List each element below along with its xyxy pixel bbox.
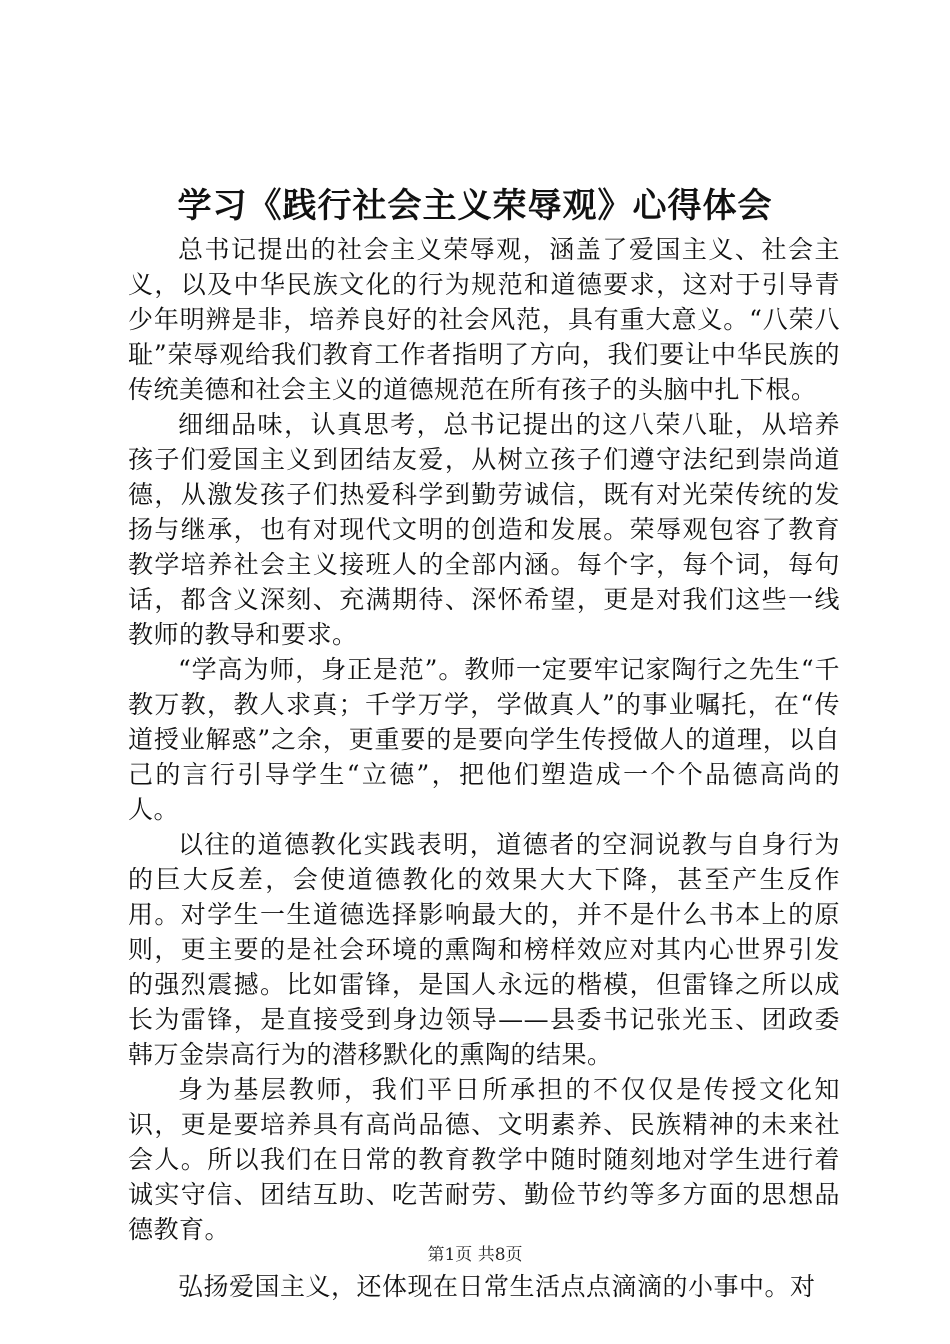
paragraph-4: 以往的道德教化实践表明，道德者的空洞说教与自身行为的巨大反差，会使道德教化的效果大大下降，甚至产生反作用。对学生一生道德选择影响最大的，并不是什么书本上的原则，更主要的是社会环境的熏陶和榜样效应对其内心世界引发的强烈震撼。比如雷锋，是国人永远的楷模，但雷锋之所以成长为雷锋，是直接受到身边领导——县委书记张光玉、团政委韩万金崇高行为的潜移默化的熏陶的结果。 [128,830,840,1069]
paragraph-6: 弘扬爱国主义，还体现在日常生活点点滴滴的小事中。对 [178,1272,816,1301]
page-footer: 第1页 共8页 [427,1245,523,1265]
paragraph-1: 总书记提出的社会主义荣辱观，涵盖了爱国主义、社会主义，以及中华民族文化的行为规范和道德要求，这对于引导青少年明辨是非，培养良好的社会风范，具有重大意义。“八荣八耻”荣辱观给我们教育工作者指明了方向，我们要让中华民族的传统美德和社会主义的道德规范在所有孩子的头脑中扎下根。 [128,235,840,404]
paragraph-5: 身为基层教师，我们平日所承担的不仅仅是传授文化知识，更是要培养具有高尚品德、文明素养、民族精神的未来社会人。所以我们在日常的教育教学中随时随刻地对学生进行着诚实守信、团结互助、吃苦耐劳、勤俭节约等多方面的思想品德教育。 [128,1075,840,1244]
document-title: 学习《践行社会主义荣辱观》心得体会 [177,186,773,226]
document-body [128,232,840,1304]
paragraph-2: 细细品味，认真思考，总书记提出的这八荣八耻，从培养孩子们爱国主义到团结友爱，从树立孩子们遵守法纪到崇尚道德，从激发孩子们热爱科学到勤劳诚信，既有对光荣传统的发扬与继承，也有对现代文明的创造和发展。荣辱观包容了教育教学培养社会主义接班人的全部内涵。每个字，每个词，每句话，都含义深刻、充满期待、深怀希望，更是对我们这些一线教师的教导和要求。 [128,410,840,649]
paragraph-3: “学高为师，身正是范”。教师一定要牢记家陶行之先生“千教万教，教人求真；千学万学，学做真人”的事业嘱托，在“传道授业解惑”之余，更重要的是要向学生传授做人的道理，以自己的言行引导学生“立德”，把他们塑造成一个个品德高尚的人。 [128,655,840,824]
